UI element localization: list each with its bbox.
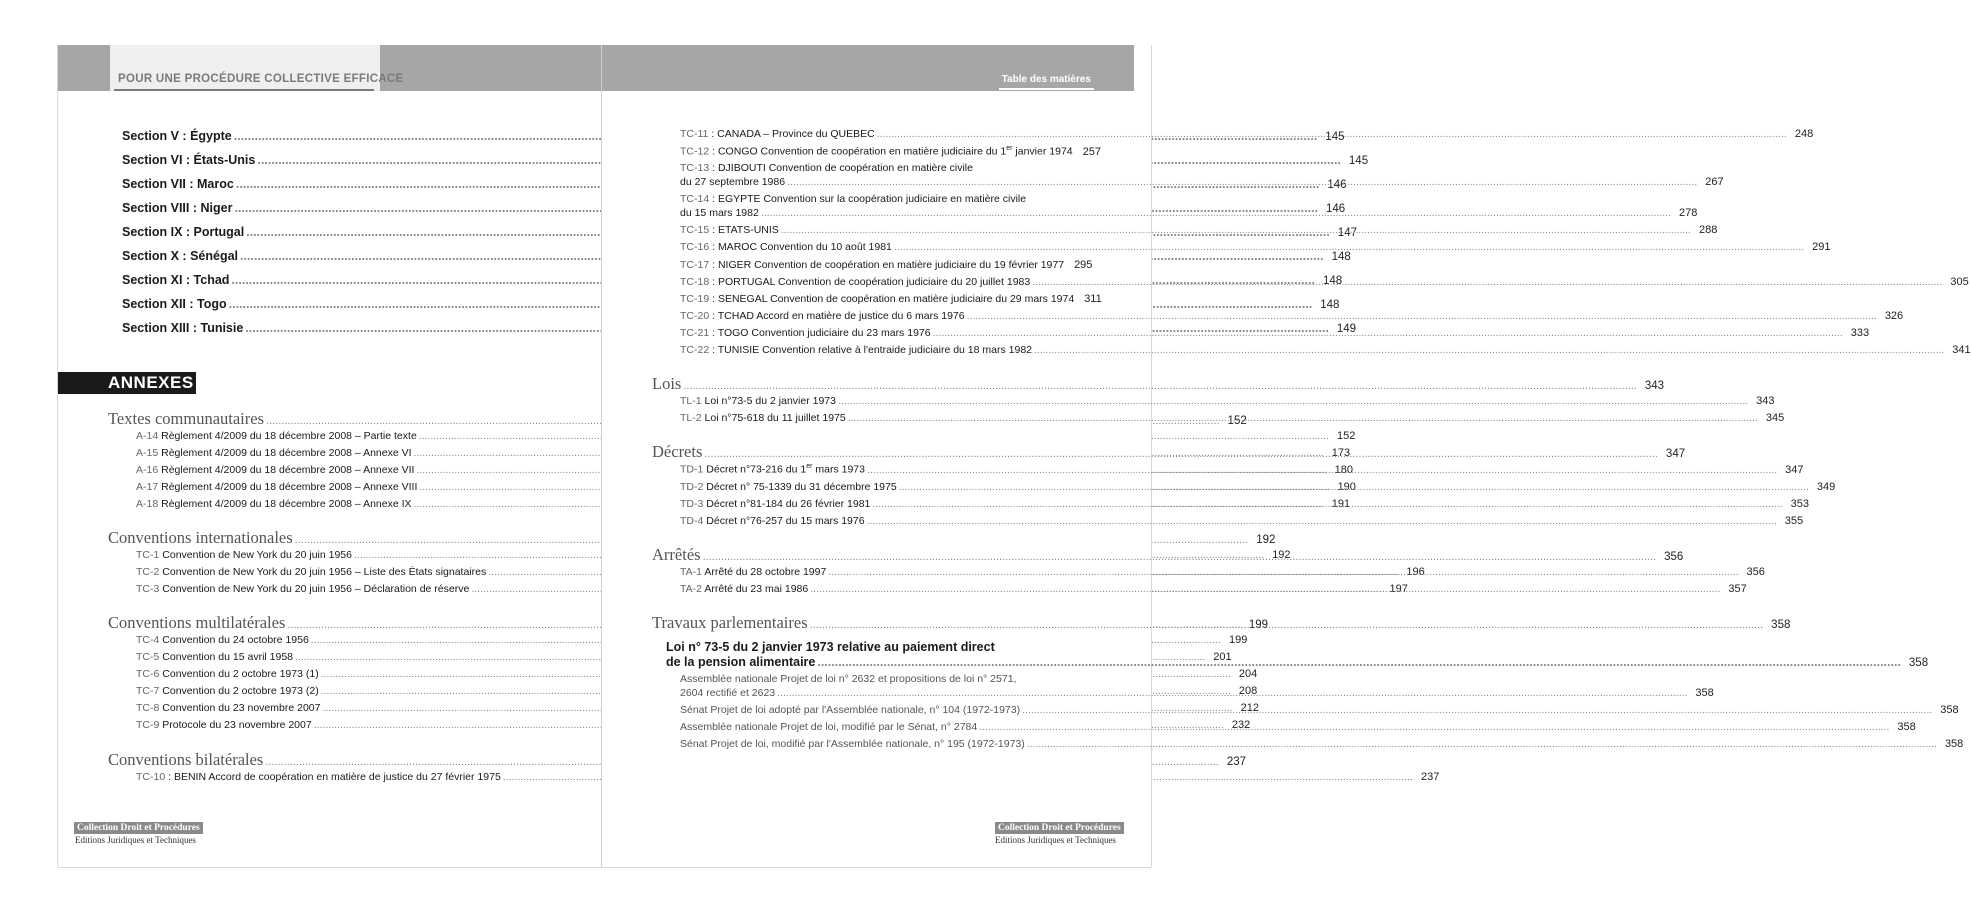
footer-collection-badge: Collection Droit et Procédures <box>995 822 1124 834</box>
toc-item[interactable]: TL-2 Loi n°75-618 du 11 juillet 1975 ..... 345 <box>680 412 1090 424</box>
toc-item[interactable]: TC-16 : MAROC Convention du 10 août 1981 ..... 291 <box>680 241 1090 253</box>
toc-item[interactable]: TD-1 Décret n°73-216 du 1er mars 1973 ..... 347 <box>680 463 1090 476</box>
toc-item[interactable]: TC-7 Convention du 2 octobre 1973 (2) ..... 208 <box>136 685 546 697</box>
toc-item[interactable]: A-18 Règlement 4/2009 du 18 décembre 2008 – Annexe IX ..... 191 <box>136 498 546 510</box>
toc-section-etats-unis[interactable]: Section VI : États-Unis ..... 145 <box>122 153 546 167</box>
toc-item[interactable]: TC-1 Convention de New York du 20 juin 1956 ..... 192 <box>136 549 546 561</box>
annexes-heading: ANNEXES <box>58 372 196 394</box>
toc-subitem[interactable]: Sénat Projet de loi, modifié par l'Assemblée nationale, n° 195 (1972-1973) ..... 358 <box>680 738 1090 750</box>
toc-item-continued[interactable]: du 27 septembre 1986 ..... 267 <box>680 176 1090 188</box>
toc-category-decrets[interactable]: Décrets ..... 347 <box>652 442 1090 462</box>
toc-item[interactable]: TC-4 Convention du 24 octobre 1956 ..... 199 <box>136 634 546 646</box>
toc-section-maroc[interactable]: Section VII : Maroc ..... 146 <box>122 177 546 191</box>
header-underline <box>999 88 1094 90</box>
toc-subitem[interactable]: Assemblée nationale Projet de loi n° 2632 et propositions de loi n° 2571, <box>680 673 1017 685</box>
toc-section-togo[interactable]: Section XII : Togo ..... 148 <box>122 297 546 311</box>
toc-section-egypte[interactable]: Section V : Égypte ..... 145 <box>122 129 546 143</box>
toc-item[interactable]: A-17 Règlement 4/2009 du 18 décembre 2008 – Annexe VIII ..... 190 <box>136 481 546 493</box>
toc-item[interactable]: TC-22 : TUNISIE Convention relative à l'entraide judiciaire du 18 mars 1982 ..... 341 <box>680 344 1090 356</box>
footer-publisher: Editions Juridiques et Techniques <box>75 835 196 845</box>
toc-item[interactable]: TC-14 : EGYPTE Convention sur la coopération judiciaire en matière civile <box>680 193 1027 205</box>
toc-item[interactable]: A-16 Règlement 4/2009 du 18 décembre 2008 – Annexe VII ..... 180 <box>136 464 546 476</box>
toc-category-arretes[interactable]: Arrêtés ..... 356 <box>652 545 1090 565</box>
toc-item[interactable]: TC-9 Protocole du 23 novembre 2007 ..... 232 <box>136 719 546 731</box>
toc-subitem[interactable]: Sénat Projet de loi adopté par l'Assemblée nationale, n° 104 (1972-1973) ..... 358 <box>680 704 1090 716</box>
toc-section-tunisie[interactable]: Section XIII : Tunisie ..... 149 <box>122 321 546 335</box>
left-header-tab <box>110 45 404 91</box>
footer-publisher: Editions Juridiques et Techniques <box>995 835 1116 845</box>
toc-category-conventions-multilaterales[interactable]: Conventions multilatérales ..... 199 <box>108 613 546 633</box>
toc-item[interactable]: A-15 Règlement 4/2009 du 18 décembre 2008 – Annexe VI ..... 173 <box>136 447 546 459</box>
toc-category-conventions-bilaterales[interactable]: Conventions bilatérales ..... 237 <box>108 750 546 770</box>
toc-subitem-continued[interactable]: 2604 rectifié et 2623 ..... 358 <box>680 687 1090 699</box>
toc-section-niger[interactable]: Section VIII : Niger ..... 146 <box>122 201 546 215</box>
header-underline <box>114 89 374 91</box>
running-header-left: POUR UNE PROCÉDURE COLLECTIVE EFFICACE <box>118 73 404 85</box>
toc-category-lois[interactable]: Lois ..... 343 <box>652 374 1090 394</box>
toc-item[interactable]: TA-2 Arrêté du 23 mai 1986 ..... 357 <box>680 583 1090 595</box>
toc-item[interactable]: TC-5 Convention du 15 avril 1958 ..... 201 <box>136 651 546 663</box>
toc-section-tchad[interactable]: Section XI : Tchad ..... 148 <box>122 273 546 287</box>
toc-category-travaux-parlementaires[interactable]: Travaux parlementaires ..... 358 <box>652 613 1090 633</box>
right-header-edge <box>1134 45 1151 91</box>
running-header-right-text: Table des matières <box>1001 74 1091 85</box>
footer-collection-badge: Collection Droit et Procédures <box>74 822 203 834</box>
toc-category-textes-communautaires[interactable]: Textes communautaires ..... 152 <box>108 409 546 429</box>
toc-item[interactable]: TC-3 Convention de New York du 20 juin 1956 – Déclaration de réserve ..... 197 <box>136 583 546 595</box>
toc-item-continued[interactable]: du 15 mars 1982 ..... 278 <box>680 207 1090 219</box>
toc-item[interactable]: TA-1 Arrêté du 28 octobre 1997 ..... 356 <box>680 566 1090 578</box>
loi-title-line1[interactable]: Loi n° 73-5 du 2 janvier 1973 relative au paiement direct <box>666 640 995 654</box>
toc-item[interactable]: TC-11 : CANADA – Province du QUEBEC ..... 248 <box>680 128 1090 140</box>
toc-item[interactable]: TC-12 : CONGO Convention de coopération en matière judiciaire du 1er janvier 1974 257 <box>680 145 1101 158</box>
toc-item[interactable]: TC-20 : TCHAD Accord en matière de justice du 6 mars 1976 ..... 326 <box>680 310 1090 322</box>
loi-title-line2[interactable]: de la pension alimentaire ..... 358 <box>666 655 1090 669</box>
toc-subitem[interactable]: Assemblée nationale Projet de loi, modifié par le Sénat, n° 2784 ..... 358 <box>680 721 1090 733</box>
toc-item[interactable]: TC-2 Convention de New York du 20 juin 1956 – Liste des États signataires ..... 196 <box>136 566 546 578</box>
toc-category-conventions-internationales[interactable]: Conventions internationales ..... 192 <box>108 528 546 548</box>
toc-item[interactable]: TL-1 Loi n°73-5 du 2 janvier 1973 ..... 343 <box>680 395 1090 407</box>
toc-item[interactable]: TC-8 Convention du 23 novembre 2007 ..... 212 <box>136 702 546 714</box>
toc-item[interactable]: TC-19 : SENEGAL Convention de coopération en matière judiciaire du 29 mars 1974 311 <box>680 293 1102 305</box>
toc-item[interactable]: TC-21 : TOGO Convention judiciaire du 23 mars 1976 ..... 333 <box>680 327 1090 339</box>
toc-item[interactable]: TC-10 : BENIN Accord de coopération en matière de justice du 27 février 1975 ..... 237 <box>136 771 546 783</box>
toc-item[interactable]: TC-13 : DJIBOUTI Convention de coopération en matière civile <box>680 162 973 174</box>
running-header-right <box>1002 74 1091 85</box>
toc-item[interactable]: TC-18 : PORTUGAL Convention de coopération judiciaire du 20 juillet 1983 ..... 305 <box>680 276 1090 288</box>
toc-item[interactable]: TD-3 Décret n°81-184 du 26 février 1981 ..... 353 <box>680 498 1090 510</box>
toc-item[interactable]: TD-2 Décret n° 75-1339 du 31 décembre 1975 ..... 349 <box>680 481 1090 493</box>
toc-section-portugal[interactable]: Section IX : Portugal ..... 147 <box>122 225 546 239</box>
toc-item[interactable]: TC-6 Convention du 2 octobre 1973 (1) ..... 204 <box>136 668 546 680</box>
toc-section-senegal[interactable]: Section X : Sénégal ..... 148 <box>122 249 546 263</box>
toc-item[interactable]: TC-17 : NIGER Convention de coopération en matière judiciaire du 19 février 1977 295 <box>680 259 1093 271</box>
toc-item[interactable]: TC-15 : ETATS-UNIS ..... 288 <box>680 224 1090 236</box>
toc-item[interactable]: A-14 Règlement 4/2009 du 18 décembre 2008 – Partie texte ..... 152 <box>136 430 546 442</box>
toc-item[interactable]: TD-4 Décret n°76-257 du 15 mars 1976 ..... 355 <box>680 515 1090 527</box>
